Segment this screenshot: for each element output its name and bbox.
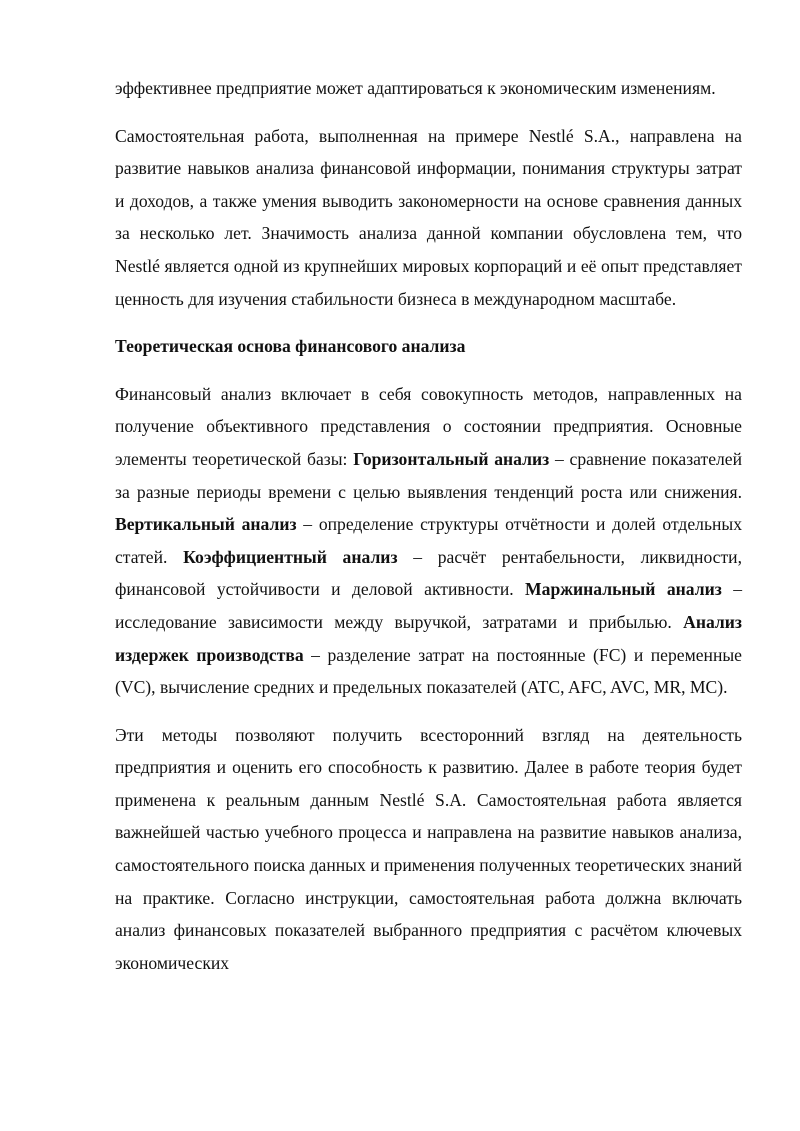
- paragraph-nestle-intro: Самостоятельная работа, выполненная на примере Nestlé S.A., направлена на развитие навыков анализа финансовой информации, понимания структуры затрат и доходов, а также умения выводить закономерности на основе сравнения данных за несколько лет. Значимость анализа данной компании обусловлена тем, что Nestlé является одной из крупнейших мировых корпораций и её опыт представляет ценность для изучения стабильности бизнеса в международном масштабе.: [115, 125, 742, 309]
- term-cost-definition: – разделение затрат на постоянные (FC) и переменные (VC), вычисление средних и предельных показателей (ATC, AFC, AVC, MR, MC).: [115, 644, 742, 698]
- term-marginal-analysis: Маржинальный анализ: [525, 579, 722, 600]
- paragraph-theory-methods: [115, 378, 742, 704]
- section-heading: Теоретическая основа финансового анализа: [115, 336, 466, 357]
- term-ratio-analysis: Коэффициентный анализ: [183, 546, 398, 567]
- term-cost-analysis: Анализ издержек производства: [115, 611, 742, 665]
- paragraph-methods-conclusion: Эти методы позволяют получить всесторонний взгляд на деятельность предприятия и оценить его способность к развитию. Далее в работе теория будет применена к реальным данным Nestlé S.A. Самостоятельная работа является важнейшей частью учебного процесса и направлена на развитие навыков анализа, самостоятельного поиска данных и применения полученных теоретических знаний на практике. Согласно инструкции, самостоятельная работа должна включать анализ финансовых показателей выбранного предприятия с расчётом ключевых экономических: [115, 724, 742, 973]
- theory-intro-text: Финансовый анализ включает в себя совокупность методов, направленных на получение объективного представления о состоянии предприятия. Основные элементы теоретической базы:: [115, 383, 742, 469]
- document-body: [115, 72, 742, 994]
- term-marginal-definition: – исследование зависимости между выручкой, затратами и прибылью.: [115, 579, 742, 632]
- paragraph-continuation: эффективнее предприятие может адаптироваться к экономическим изменениям.: [115, 78, 716, 98]
- term-vertical-analysis: Вертикальный анализ: [115, 514, 297, 535]
- term-horizontal-analysis: Горизонтальный анализ: [353, 448, 550, 469]
- term-ratio-definition: – расчёт рентабельности, ликвидности, финансовой устойчивости и деловой активности.: [115, 546, 742, 600]
- term-horizontal-definition: – сравнение показателей за разные периоды времени с целью выявления тенденций роста или снижения.: [115, 448, 743, 502]
- term-vertical-definition: – определение структуры отчётности и долей отдельных статей.: [115, 514, 743, 567]
